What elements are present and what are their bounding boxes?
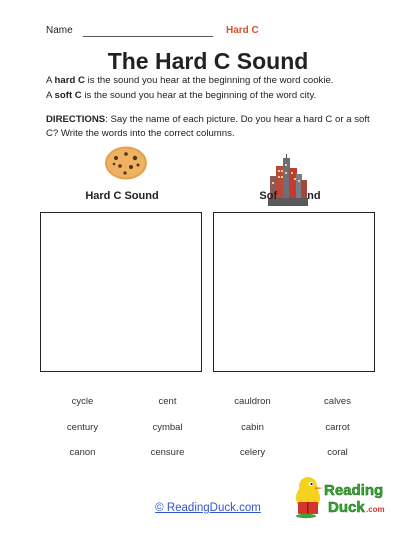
intro-line-1: A hard C is the sound you hear at the beginning of the word cookie. [46, 75, 334, 86]
name-label: Name [46, 25, 73, 36]
word-cauldron: cauldron [234, 396, 271, 407]
page-title: The Hard C Sound [107, 48, 309, 74]
hard-c-column-label: Hard C Sound [85, 190, 159, 202]
word-censure: censure [150, 447, 185, 458]
word-coral: coral [327, 447, 348, 458]
worksheet-header [46, 24, 376, 40]
directions-label: DIRECTIONS [46, 114, 106, 125]
cookie-icon [104, 145, 148, 181]
intro-text [46, 73, 376, 103]
soft-c-answer-box[interactable] [213, 212, 375, 372]
hard-c-answer-box[interactable] [40, 212, 202, 372]
directions-body: : Say the name of each picture. Do you hear a hard C or a soft C? Write the words into the correct columns. [46, 114, 370, 139]
word-cabin: cabin [241, 422, 264, 433]
copyright-link[interactable]: © ReadingDuck.com [155, 502, 261, 514]
reading-duck-logo [294, 472, 388, 522]
svg-text:Reading: Reading [324, 482, 384, 499]
name-line [83, 36, 213, 37]
word-cent: cent [158, 396, 177, 407]
topic-label: Hard C [226, 25, 259, 36]
svg-text:Duck: Duck [328, 499, 365, 516]
intro-line-2: A soft C is the sound you hear at the beginning of the word city. [46, 90, 317, 101]
word-canon: canon [69, 447, 96, 458]
word-cycle: cycle [71, 396, 94, 407]
soft-c-column-label: Sof nd [259, 190, 321, 202]
word-carrot: carrot [325, 422, 350, 433]
word-calves: calves [324, 396, 351, 407]
word-cymbal: cymbal [152, 422, 183, 433]
word-century: century [66, 422, 99, 433]
word-celery: celery [239, 447, 266, 458]
directions-text [46, 113, 376, 141]
svg-text:.com: .com [366, 505, 385, 514]
